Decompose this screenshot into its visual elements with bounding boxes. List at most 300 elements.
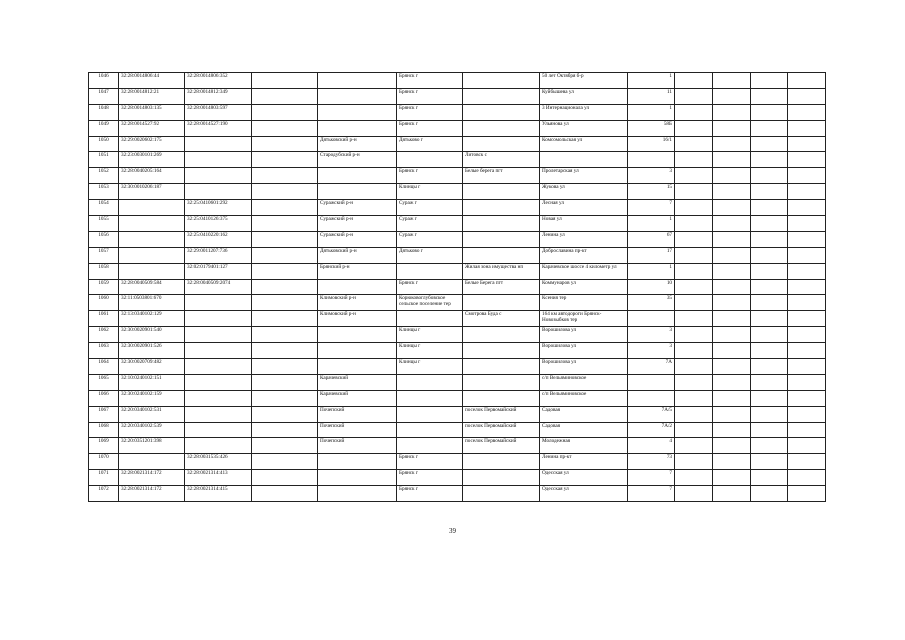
- house-number-cell: 17: [628, 247, 675, 263]
- building-cadastral-number-cell: [185, 327, 252, 343]
- building-cadastral-number-cell: [185, 168, 252, 184]
- extra-column-2-cell: [713, 73, 751, 89]
- row-number-cell: 1066: [89, 390, 119, 406]
- blank-column-cell: [252, 231, 318, 247]
- building-cadastral-number-cell: 32:28:0040509:2074: [185, 279, 252, 295]
- street-cell: Молодежная: [540, 438, 628, 454]
- cadastral-number-cell: 32:29:0020602:175: [119, 136, 185, 152]
- settlement-cell: [463, 454, 540, 470]
- house-number-cell: 7: [628, 470, 675, 486]
- extra-column-2-cell: [713, 104, 751, 120]
- extra-column-3-cell: [751, 343, 788, 359]
- blank-column-cell: [252, 104, 318, 120]
- building-cadastral-number-cell: [185, 184, 252, 200]
- extra-column-1-cell: [675, 168, 713, 184]
- building-cadastral-number-cell: 32:28:0014527:190: [185, 120, 252, 136]
- house-number-cell: 1: [628, 263, 675, 279]
- blank-column-cell: [252, 73, 318, 89]
- district-cell: [318, 168, 397, 184]
- table-row: [89, 152, 826, 168]
- district-cell: Суражский р-н: [318, 216, 397, 232]
- settlement-cell: [463, 216, 540, 232]
- settlement-cell: поселок Первомайский: [463, 422, 540, 438]
- building-cadastral-number-cell: 32:28:0021314:415: [185, 486, 252, 502]
- street-cell: Ворошилова ул: [540, 359, 628, 375]
- cadastral-number-cell: 32:20:0351201:398: [119, 438, 185, 454]
- city-cell: Брянск г: [397, 120, 463, 136]
- table-row: [89, 73, 826, 89]
- extra-column-1-cell: [675, 120, 713, 136]
- blank-column-cell: [252, 438, 318, 454]
- cadastral-number-cell: 32:28:0014527:92: [119, 120, 185, 136]
- row-number-cell: 1052: [89, 168, 119, 184]
- building-cadastral-number-cell: 32:25:0410220:162: [185, 231, 252, 247]
- extra-column-3-cell: [751, 327, 788, 343]
- blank-column-cell: [252, 343, 318, 359]
- building-cadastral-number-cell: [185, 374, 252, 390]
- extra-column-2-cell: [713, 216, 751, 232]
- street-cell: Ксения тер: [540, 295, 628, 311]
- city-cell: Корюковоглубовское сельское поселение тер: [397, 295, 463, 311]
- street-cell: Лесная ул: [540, 200, 628, 216]
- extra-column-3-cell: [751, 120, 788, 136]
- extra-column-1-cell: [675, 390, 713, 406]
- city-cell: Брянск г: [397, 88, 463, 104]
- building-cadastral-number-cell: [185, 359, 252, 375]
- extra-column-2-cell: [713, 486, 751, 502]
- district-cell: Дятьковский р-н: [318, 247, 397, 263]
- row-number-cell: 1067: [89, 406, 119, 422]
- extra-column-2-cell: [713, 263, 751, 279]
- extra-column-1-cell: [675, 263, 713, 279]
- city-cell: [397, 406, 463, 422]
- building-cadastral-number-cell: [185, 311, 252, 327]
- settlement-cell: [463, 374, 540, 390]
- street-cell: 50 лет Октября б-р: [540, 73, 628, 89]
- settlement-cell: [463, 247, 540, 263]
- street-cell: Новая ул: [540, 216, 628, 232]
- house-number-cell: 1: [628, 73, 675, 89]
- extra-column-1-cell: [675, 200, 713, 216]
- blank-column-cell: [252, 359, 318, 375]
- district-cell: [318, 343, 397, 359]
- street-cell: 3 Интернационала ул: [540, 104, 628, 120]
- row-number-cell: 1059: [89, 279, 119, 295]
- street-cell: Комсомольская ул: [540, 136, 628, 152]
- city-cell: Брянск г: [397, 486, 463, 502]
- blank-column-cell: [252, 200, 318, 216]
- extra-column-1-cell: [675, 406, 713, 422]
- house-number-cell: [628, 390, 675, 406]
- settlement-cell: поселок Первомайский: [463, 406, 540, 422]
- extra-column-2-cell: [713, 390, 751, 406]
- settlement-cell: [463, 343, 540, 359]
- settlement-cell: [463, 231, 540, 247]
- extra-column-2-cell: [713, 311, 751, 327]
- extra-column-4-cell: [788, 295, 826, 311]
- city-cell: [397, 390, 463, 406]
- district-cell: Климовский р-н: [318, 295, 397, 311]
- building-cadastral-number-cell: 32:28:0014812:349: [185, 88, 252, 104]
- district-cell: Почепский: [318, 422, 397, 438]
- blank-column-cell: [252, 168, 318, 184]
- cadastral-number-cell: 32:11:0503801:670: [119, 295, 185, 311]
- extra-column-3-cell: [751, 73, 788, 89]
- extra-column-2-cell: [713, 359, 751, 375]
- extra-column-2-cell: [713, 168, 751, 184]
- city-cell: Брянск г: [397, 279, 463, 295]
- settlement-cell: [463, 184, 540, 200]
- street-cell: Садовая: [540, 422, 628, 438]
- blank-column-cell: [252, 247, 318, 263]
- settlement-cell: Белые Берега пгт: [463, 279, 540, 295]
- extra-column-1-cell: [675, 327, 713, 343]
- extra-column-1-cell: [675, 311, 713, 327]
- extra-column-3-cell: [751, 263, 788, 279]
- street-cell: Ворошилова ул: [540, 343, 628, 359]
- settlement-cell: [463, 104, 540, 120]
- table-row: [89, 343, 826, 359]
- register-table: [88, 72, 826, 502]
- extra-column-1-cell: [675, 247, 713, 263]
- house-number-cell: 7А: [628, 359, 675, 375]
- street-cell: Ленина ул: [540, 231, 628, 247]
- house-number-cell: 58Б: [628, 120, 675, 136]
- table-row: [89, 374, 826, 390]
- street-cell: с/п Вельяминовское: [540, 390, 628, 406]
- extra-column-3-cell: [751, 470, 788, 486]
- row-number-cell: 1057: [89, 247, 119, 263]
- table-row: [89, 406, 826, 422]
- table-row: [89, 120, 826, 136]
- cadastral-number-cell: 32:28:0014803:135: [119, 104, 185, 120]
- extra-column-1-cell: [675, 295, 713, 311]
- extra-column-4-cell: [788, 406, 826, 422]
- blank-column-cell: [252, 120, 318, 136]
- city-cell: Сураж г: [397, 200, 463, 216]
- extra-column-1-cell: [675, 454, 713, 470]
- house-number-cell: 67: [628, 231, 675, 247]
- extra-column-3-cell: [751, 200, 788, 216]
- extra-column-3-cell: [751, 390, 788, 406]
- district-cell: [318, 73, 397, 89]
- extra-column-2-cell: [713, 184, 751, 200]
- blank-column-cell: [252, 422, 318, 438]
- extra-column-4-cell: [788, 231, 826, 247]
- row-number-cell: 1056: [89, 231, 119, 247]
- district-cell: Почепский: [318, 438, 397, 454]
- street-cell: Ворошилова ул: [540, 327, 628, 343]
- extra-column-2-cell: [713, 231, 751, 247]
- house-number-cell: 35: [628, 295, 675, 311]
- street-cell: Коммунаров ул: [540, 279, 628, 295]
- district-cell: [318, 327, 397, 343]
- settlement-cell: [463, 390, 540, 406]
- extra-column-4-cell: [788, 438, 826, 454]
- extra-column-4-cell: [788, 184, 826, 200]
- street-cell: Карачевское шоссе 4 километр ул: [540, 263, 628, 279]
- row-number-cell: 1061: [89, 311, 119, 327]
- house-number-cell: 1: [628, 104, 675, 120]
- city-cell: Брянск г: [397, 168, 463, 184]
- extra-column-2-cell: [713, 374, 751, 390]
- settlement-cell: поселок Первомайский: [463, 438, 540, 454]
- extra-column-3-cell: [751, 454, 788, 470]
- settlement-cell: [463, 120, 540, 136]
- extra-column-2-cell: [713, 247, 751, 263]
- district-cell: [318, 470, 397, 486]
- cadastral-number-cell: 32:20:0340102:531: [119, 406, 185, 422]
- street-cell: 164 км автодороги Брянск-Новозыбков тер: [540, 311, 628, 327]
- building-cadastral-number-cell: 32:28:0021314:413: [185, 470, 252, 486]
- row-number-cell: 1068: [89, 422, 119, 438]
- house-number-cell: [628, 374, 675, 390]
- district-cell: Карачевский: [318, 390, 397, 406]
- street-cell: Одесская ул: [540, 470, 628, 486]
- house-number-cell: 3: [628, 327, 675, 343]
- house-number-cell: [628, 311, 675, 327]
- city-cell: Клинцы г: [397, 343, 463, 359]
- street-cell: [540, 152, 628, 168]
- extra-column-4-cell: [788, 88, 826, 104]
- district-cell: [318, 359, 397, 375]
- cadastral-number-cell: 32:28:0021314:172: [119, 486, 185, 502]
- district-cell: [318, 454, 397, 470]
- table-row: [89, 279, 826, 295]
- table-row: [89, 390, 826, 406]
- row-number-cell: 1048: [89, 104, 119, 120]
- page-number: 39: [449, 527, 456, 535]
- blank-column-cell: [252, 295, 318, 311]
- extra-column-1-cell: [675, 470, 713, 486]
- extra-column-4-cell: [788, 73, 826, 89]
- extra-column-1-cell: [675, 359, 713, 375]
- house-number-cell: 1: [628, 216, 675, 232]
- table-row: [89, 88, 826, 104]
- settlement-cell: Жилая зона имущества нп: [463, 263, 540, 279]
- extra-column-3-cell: [751, 136, 788, 152]
- cadastral-number-cell: [119, 216, 185, 232]
- house-number-cell: 16/1: [628, 136, 675, 152]
- extra-column-2-cell: [713, 295, 751, 311]
- city-cell: Брянск г: [397, 73, 463, 89]
- building-cadastral-number-cell: [185, 152, 252, 168]
- row-number-cell: 1046: [89, 73, 119, 89]
- extra-column-2-cell: [713, 200, 751, 216]
- row-number-cell: 1062: [89, 327, 119, 343]
- extra-column-4-cell: [788, 486, 826, 502]
- cadastral-number-cell: 32:28:0021314:172: [119, 470, 185, 486]
- extra-column-1-cell: [675, 88, 713, 104]
- street-cell: Ульянова ул: [540, 120, 628, 136]
- city-cell: Клинцы г: [397, 327, 463, 343]
- extra-column-3-cell: [751, 231, 788, 247]
- table-row: [89, 247, 826, 263]
- extra-column-1-cell: [675, 231, 713, 247]
- table-row: [89, 486, 826, 502]
- table-row: [89, 168, 826, 184]
- extra-column-1-cell: [675, 104, 713, 120]
- row-number-cell: 1060: [89, 295, 119, 311]
- city-cell: Сураж г: [397, 231, 463, 247]
- cadastral-number-cell: 32:28:0014812:21: [119, 88, 185, 104]
- settlement-cell: [463, 73, 540, 89]
- blank-column-cell: [252, 152, 318, 168]
- extra-column-3-cell: [751, 88, 788, 104]
- house-number-cell: [628, 152, 675, 168]
- row-number-cell: 1070: [89, 454, 119, 470]
- district-cell: [318, 104, 397, 120]
- settlement-cell: Смотрова Буда с: [463, 311, 540, 327]
- district-cell: Дятьковский р-н: [318, 136, 397, 152]
- cadastral-number-cell: 32:30:0020901:540: [119, 327, 185, 343]
- building-cadastral-number-cell: [185, 295, 252, 311]
- house-number-cell: 10: [628, 279, 675, 295]
- extra-column-4-cell: [788, 470, 826, 486]
- house-number-cell: 7: [628, 200, 675, 216]
- street-cell: Жукова ул: [540, 184, 628, 200]
- extra-column-3-cell: [751, 374, 788, 390]
- district-cell: [318, 88, 397, 104]
- row-number-cell: 1071: [89, 470, 119, 486]
- row-number-cell: 1064: [89, 359, 119, 375]
- table-row: [89, 295, 826, 311]
- table-row: [89, 216, 826, 232]
- extra-column-1-cell: [675, 184, 713, 200]
- house-number-cell: 3: [628, 343, 675, 359]
- city-cell: Клинцы г: [397, 184, 463, 200]
- extra-column-1-cell: [675, 422, 713, 438]
- extra-column-4-cell: [788, 152, 826, 168]
- house-number-cell: 15: [628, 184, 675, 200]
- row-number-cell: 1051: [89, 152, 119, 168]
- street-cell: с/п Вельяминовское: [540, 374, 628, 390]
- cadastral-number-cell: 32:30:0240102:159: [119, 390, 185, 406]
- blank-column-cell: [252, 486, 318, 502]
- extra-column-4-cell: [788, 359, 826, 375]
- building-cadastral-number-cell: 32:29:0011207:736: [185, 247, 252, 263]
- blank-column-cell: [252, 470, 318, 486]
- street-cell: Пролетарская ул: [540, 168, 628, 184]
- city-cell: Клинцы г: [397, 359, 463, 375]
- extra-column-2-cell: [713, 406, 751, 422]
- building-cadastral-number-cell: 32:25:0410126:375: [185, 216, 252, 232]
- extra-column-4-cell: [788, 104, 826, 120]
- row-number-cell: 1053: [89, 184, 119, 200]
- cadastral-number-cell: 32:30:0020901:526: [119, 343, 185, 359]
- extra-column-1-cell: [675, 374, 713, 390]
- district-cell: [318, 184, 397, 200]
- building-cadastral-number-cell: [185, 136, 252, 152]
- settlement-cell: [463, 327, 540, 343]
- table-row: [89, 200, 826, 216]
- blank-column-cell: [252, 216, 318, 232]
- extra-column-4-cell: [788, 343, 826, 359]
- extra-column-4-cell: [788, 374, 826, 390]
- district-cell: Почепский: [318, 406, 397, 422]
- settlement-cell: [463, 88, 540, 104]
- settlement-cell: [463, 200, 540, 216]
- extra-column-4-cell: [788, 120, 826, 136]
- extra-column-4-cell: [788, 311, 826, 327]
- building-cadastral-number-cell: [185, 438, 252, 454]
- street-cell: Ленина пр-кт: [540, 454, 628, 470]
- cadastral-number-cell: 32:20:0340102:539: [119, 422, 185, 438]
- extra-column-4-cell: [788, 136, 826, 152]
- settlement-cell: [463, 295, 540, 311]
- house-number-cell: 73: [628, 454, 675, 470]
- table-row: [89, 438, 826, 454]
- building-cadastral-number-cell: 32:28:0014803:597: [185, 104, 252, 120]
- city-cell: [397, 152, 463, 168]
- extra-column-4-cell: [788, 390, 826, 406]
- cadastral-number-cell: 32:28:0014806:44: [119, 73, 185, 89]
- city-cell: [397, 438, 463, 454]
- cadastral-number-cell: 32:13:0340102:129: [119, 311, 185, 327]
- extra-column-2-cell: [713, 88, 751, 104]
- cadastral-number-cell: 32:28:0040509:584: [119, 279, 185, 295]
- cadastral-number-cell: [119, 200, 185, 216]
- city-cell: [397, 311, 463, 327]
- extra-column-3-cell: [751, 311, 788, 327]
- extra-column-2-cell: [713, 136, 751, 152]
- table-row: [89, 263, 826, 279]
- row-number-cell: 1047: [89, 88, 119, 104]
- extra-column-1-cell: [675, 486, 713, 502]
- extra-column-3-cell: [751, 486, 788, 502]
- street-cell: Садовая: [540, 406, 628, 422]
- row-number-cell: 1054: [89, 200, 119, 216]
- table-row: [89, 184, 826, 200]
- extra-column-1-cell: [675, 343, 713, 359]
- house-number-cell: 11: [628, 88, 675, 104]
- blank-column-cell: [252, 374, 318, 390]
- table-row: [89, 231, 826, 247]
- cadastral-number-cell: [119, 231, 185, 247]
- row-number-cell: 1065: [89, 374, 119, 390]
- extra-column-1-cell: [675, 136, 713, 152]
- extra-column-2-cell: [713, 470, 751, 486]
- cadastral-number-cell: [119, 247, 185, 263]
- extra-column-3-cell: [751, 359, 788, 375]
- city-cell: Дятьково г: [397, 136, 463, 152]
- cadastral-number-cell: [119, 454, 185, 470]
- city-cell: Брянск г: [397, 470, 463, 486]
- building-cadastral-number-cell: 32:28:0014806:352: [185, 73, 252, 89]
- district-cell: Стародубский р-н: [318, 152, 397, 168]
- extra-column-2-cell: [713, 422, 751, 438]
- settlement-cell: Литовск с: [463, 152, 540, 168]
- house-number-cell: 7А/2: [628, 422, 675, 438]
- house-number-cell: 3: [628, 168, 675, 184]
- row-number-cell: 1069: [89, 438, 119, 454]
- building-cadastral-number-cell: [185, 422, 252, 438]
- table-body: [89, 73, 826, 502]
- extra-column-4-cell: [788, 327, 826, 343]
- cadastral-number-cell: [119, 263, 185, 279]
- street-cell: Одесская ул: [540, 486, 628, 502]
- extra-column-3-cell: [751, 406, 788, 422]
- extra-column-4-cell: [788, 422, 826, 438]
- table-row: [89, 470, 826, 486]
- table-row: [89, 136, 826, 152]
- extra-column-2-cell: [713, 343, 751, 359]
- house-number-cell: 7А/5: [628, 406, 675, 422]
- extra-column-3-cell: [751, 216, 788, 232]
- blank-column-cell: [252, 88, 318, 104]
- extra-column-3-cell: [751, 247, 788, 263]
- extra-column-2-cell: [713, 438, 751, 454]
